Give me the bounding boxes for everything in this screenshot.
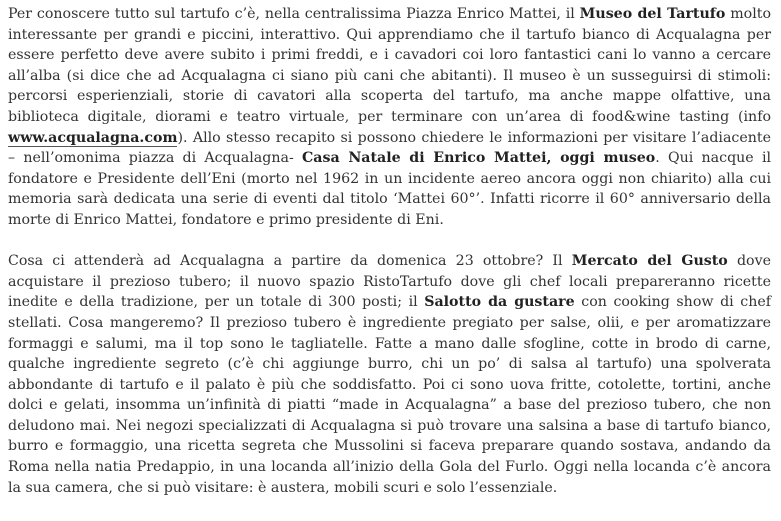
text-segment: ). Allo stesso recapito si possono chiedere le informazioni per visitare l’adiacente – nell’omonima piazza di Acqualagna- (8, 129, 771, 167)
article-paragraph (8, 251, 771, 498)
text-segment: Per conoscere tutto sul tartufo c’è, nella centralissima Piazza Enrico Mattei, il (8, 6, 580, 22)
text-segment: molto interessante per grandi e piccini, interattivo. Qui apprendiamo che il tartufo bianco di Acqualagna per essere perfetto deve avere subito i primi freddi, e i cavadori coi loro fantastici cani lo vanno a cercare all’alba (si dice che ad Acqualagna ci siano più cani che abitanti). Il museo è un susseguirsi di stimoli: percorsi esperienziali, storie di cavatori alla scoperta del tartufo, ma anche mappe olfattive, una biblioteca digitale, diorami e teatro virtuale, per terminare con un’area di food&wine tasting (info (8, 6, 772, 125)
text-segment: dove acquistare il prezioso tubero; il nuovo spazio RistoTartufo dove gli chef locali prepareranno ricette inedite e della tradizione, per un totale di 300 posti; il (8, 253, 771, 311)
bold-text-museo-del-tartufo: Museo del Tartufo (579, 6, 726, 22)
text-segment: Cosa ci attenderà ad Acqualagna a partire da domenica 23 ottobre? Il (8, 253, 572, 270)
bold-text-casa-natale: Casa Natale di Enrico Mattei, oggi museo (301, 150, 656, 167)
acqualagna-website-link[interactable]: www.acqualagna.com (8, 129, 178, 146)
article-paragraph (8, 4, 771, 231)
text-segment: con cooking show di chef stellati. Cosa mangeremo? Il prezioso tubero è ingrediente pregiato per salse, olii, e per aromatizzare formaggi e salumi, ma il top sono le tagliatelle. Fatte a mano dalle sfogline, cotte in brodo di carne, qualche ingrediente segreto (c’è chi aggiunge burro, chi un po’ di salsa al tartufo) una spolverata abbondante di tartufo e il palato è più che soddisfatto. Poi ci sono uova fritte, cotolette, tortini, anche dolci e gelati, insomma un’infinità di piatti “made in Acqualagna” a base del prezioso tubero, che non deludono mai. Nei negozi specializzati di Acqualagna si può trovare una salsina a base di tartufo bianco, burro e formaggio, una ricetta segreta che Mussolini si faceva preparare quando sostava, andando da Roma nella natia Predappio, in una locanda all’inizio della Gola del Furlo. Oggi nella locanda c’è ancora la sua camera, che si può visitare: è austera, mobili scuri e solo l’essenziale. (8, 294, 771, 496)
bold-text-salotto-da-gustare: Salotto da gustare (424, 294, 575, 311)
text-segment: . Qui nacque il fondatore e Presidente dell’Eni (morto nel 1962 in un incidente aereo ancora oggi non chiarito) alla cui memoria sarà dedicata una serie di eventi dal titolo ‘Mattei 60°’. Infatti ricorre il 60° anniversario della morte di Enrico Mattei, fondatore e primo presidente di Eni. (8, 150, 772, 228)
bold-text-mercato-del-gusto: Mercato del Gusto (571, 253, 728, 270)
